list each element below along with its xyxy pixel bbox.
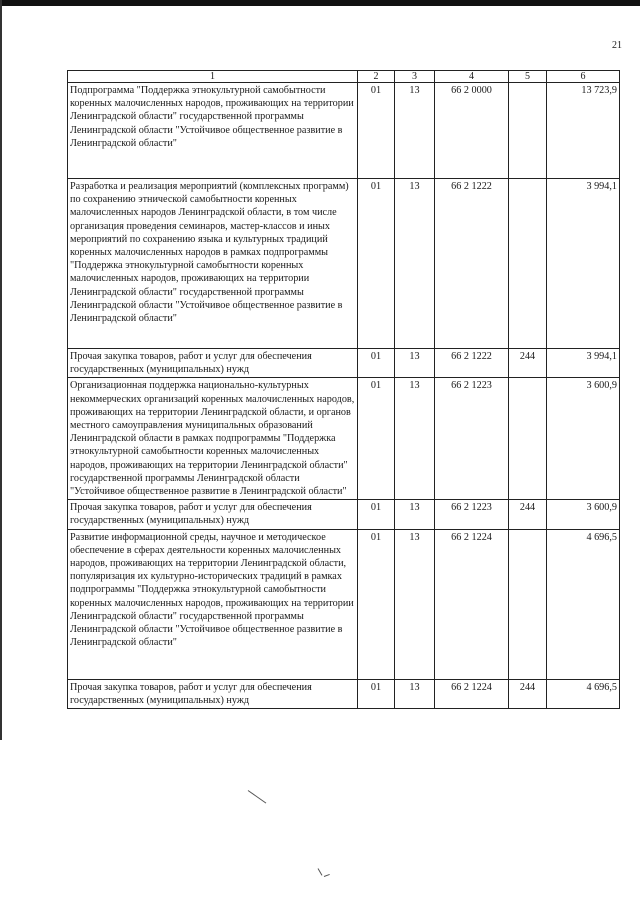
row-name: Прочая закупка товаров, работ и услуг для обеспечения государственных (муниципальных) нужд (68, 349, 358, 378)
scan-left-edge (0, 0, 2, 740)
header-cell: 3 (395, 71, 435, 83)
row-section: 01 (358, 179, 395, 349)
row-expense-type: 244 (509, 349, 547, 378)
header-cell: 4 (435, 71, 509, 83)
row-target-code: 66 2 1224 (435, 529, 509, 679)
scan-mark (248, 790, 267, 803)
row-expense-type (509, 83, 547, 179)
table-row (68, 378, 620, 500)
row-amount: 4 696,5 (547, 679, 620, 708)
table-row (68, 500, 620, 529)
row-expense-type: 244 (509, 679, 547, 708)
row-section: 01 (358, 349, 395, 378)
row-amount: 3 994,1 (547, 179, 620, 349)
row-name: Организационная поддержка национально-культурных некоммерческих организаций коренных малочисленных народов, проживающих на территории Ленинградской области, и органов местного самоуправления муниципальных образований Ленинградской области в рамках подпрограммы "Поддержка этнокультурной самобытности коренных малочисленных народов, проживающих на территории Ленинградской области" государственной программы Ленинградской области "Устойчивое общественное развитие в Ленинградской области" (68, 378, 358, 500)
budget-table (67, 70, 620, 709)
table-header-row (68, 71, 620, 83)
scan-mark (324, 874, 330, 877)
header-cell: 2 (358, 71, 395, 83)
row-target-code: 66 2 1223 (435, 378, 509, 500)
header-cell: 1 (68, 71, 358, 83)
row-section: 01 (358, 83, 395, 179)
row-subsection: 13 (395, 83, 435, 179)
row-amount: 13 723,9 (547, 83, 620, 179)
header-cell: 5 (509, 71, 547, 83)
row-section: 01 (358, 500, 395, 529)
row-name: Прочая закупка товаров, работ и услуг для обеспечения государственных (муниципальных) нужд (68, 679, 358, 708)
table-row (68, 83, 620, 179)
row-subsection: 13 (395, 500, 435, 529)
row-subsection: 13 (395, 679, 435, 708)
row-amount: 3 600,9 (547, 378, 620, 500)
table-row (68, 529, 620, 679)
row-amount: 4 696,5 (547, 529, 620, 679)
row-name: Подпрограмма "Поддержка этнокультурной самобытности коренных малочисленных народов, проживающих на территории Ленинградской области" государственной программы Ленинградской области "Устойчивое общественное развитие в Ленинградской области" (68, 83, 358, 179)
row-expense-type (509, 179, 547, 349)
row-subsection: 13 (395, 529, 435, 679)
row-section: 01 (358, 378, 395, 500)
row-target-code: 66 2 1223 (435, 500, 509, 529)
row-name: Разработка и реализация мероприятий (комплексных программ) по сохранению этнической самобытности коренных малочисленных народов Ленинградской области, в том числе организация проведения семинаров, мастер-классов и иных мероприятий по сохранению языка и культурных традиций коренных малочисленных народов в рамках подпрограммы "Поддержка этнокультурной самобытности коренных малочисленных народов, проживающих на территории Ленинградской области" государственной программы Ленинградской области "Устойчивое общественное развитие в Ленинградской области" (68, 179, 358, 349)
page-number: 21 (612, 40, 622, 51)
row-target-code: 66 2 0000 (435, 83, 509, 179)
row-expense-type: 244 (509, 500, 547, 529)
header-cell: 6 (547, 71, 620, 83)
row-name: Развитие информационной среды, научное и методическое обеспечение в сферах деятельности коренных малочисленных народов, проживающих на территории Ленинградской области, популяризация их культурно-исторических традиций в рамках подпрограммы "Поддержка этнокультурной самобытности коренных малочисленных народов, проживающих на территории Ленинградской области" государственной программы Ленинградской области "Устойчивое общественное развитие в Ленинградской области" (68, 529, 358, 679)
row-section: 01 (358, 529, 395, 679)
row-section: 01 (358, 679, 395, 708)
row-expense-type (509, 378, 547, 500)
row-target-code: 66 2 1222 (435, 349, 509, 378)
row-amount: 3 994,1 (547, 349, 620, 378)
row-target-code: 66 2 1224 (435, 679, 509, 708)
table-row (68, 349, 620, 378)
row-subsection: 13 (395, 349, 435, 378)
table-row (68, 679, 620, 708)
row-subsection: 13 (395, 179, 435, 349)
row-name: Прочая закупка товаров, работ и услуг для обеспечения государственных (муниципальных) нужд (68, 500, 358, 529)
row-subsection: 13 (395, 378, 435, 500)
row-target-code: 66 2 1222 (435, 179, 509, 349)
row-expense-type (509, 529, 547, 679)
row-amount: 3 600,9 (547, 500, 620, 529)
scan-mark (318, 868, 323, 875)
scan-top-edge (0, 0, 640, 6)
table-row (68, 179, 620, 349)
